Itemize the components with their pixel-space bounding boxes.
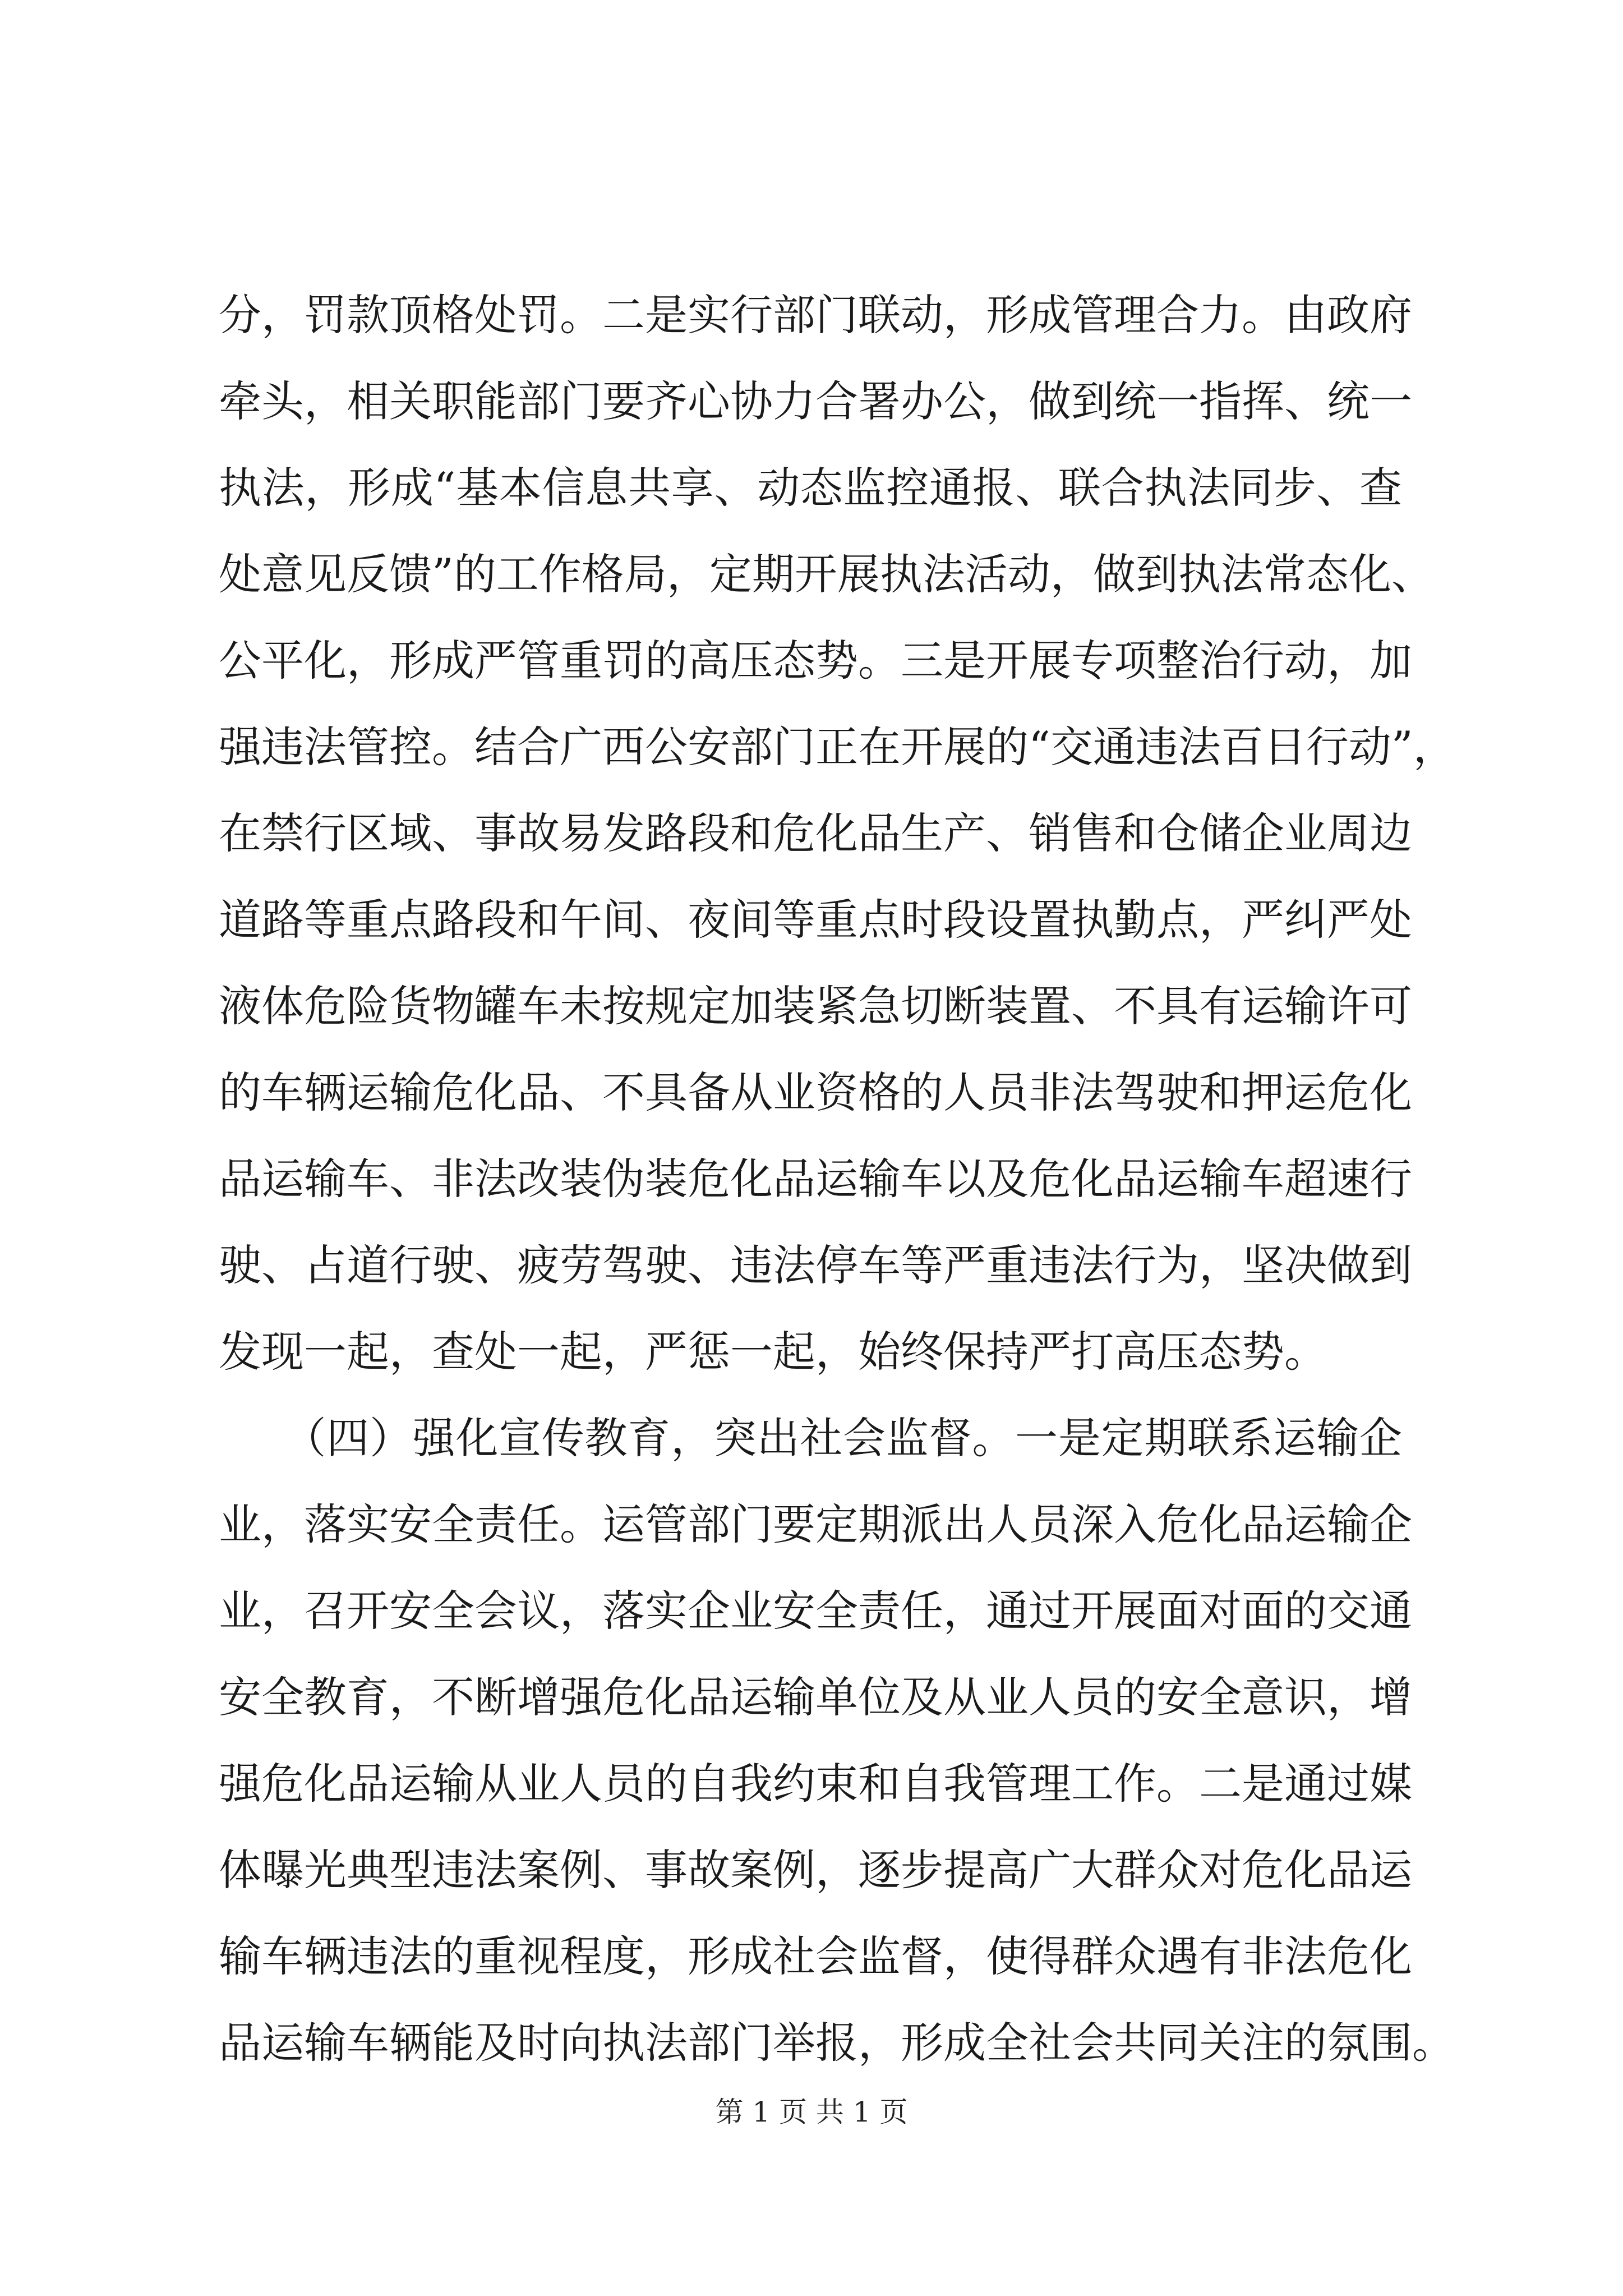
page-footer: 第 1 页 共 1 页: [715, 2096, 908, 2128]
text-line: 的车辆运输危化品、不具备从业资格的人员非法驾驶和押运危化: [219, 1068, 1412, 1117]
text-line: 处意见反馈”的工作格局，定期开展执法活动，做到执法常态化、: [219, 549, 1434, 599]
text-line: 业，召开安全会议，落实企业安全责任，通过开展面对面的交通: [219, 1586, 1412, 1636]
text-line: 驶、占道行驶、疲劳驾驶、违法停车等严重违法行为，坚决做到: [219, 1240, 1412, 1290]
text-line: 业，落实安全责任。运管部门要定期派出人员深入危化品运输企: [219, 1499, 1412, 1549]
text-line: 体曝光典型违法案例、事故案例，逐步提高广大群众对危化品运: [219, 1845, 1412, 1895]
text-line: 执法，形成“基本信息共享、动态监控通报、联合执法同步、查: [219, 463, 1402, 513]
text-line: 品运输车辆能及时向执法部门举报，形成全社会共同关注的氛围。: [219, 2018, 1455, 2068]
text-line: 安全教育，不断增强危化品运输单位及从业人员的安全意识，增: [219, 1672, 1412, 1722]
text-line: 发现一起，查处一起，严惩一起，始终保持严打高压态势。: [219, 1327, 1327, 1377]
text-line: 分，罚款顶格处罚。二是实行部门联动，形成管理合力。由政府: [219, 290, 1412, 340]
text-line: 公平化，形成严管重罚的高压态势。三是开展专项整治行动，加: [219, 636, 1412, 685]
text-line: 在禁行区域、事故易发路段和危化品生产、销售和仓储企业周边: [219, 808, 1412, 858]
text-line: 强危化品运输从业人员的自我约束和自我管理工作。二是通过媒: [219, 1759, 1412, 1809]
text-line: 品运输车、非法改装伪装危化品运输车以及危化品运输车超速行: [219, 1154, 1412, 1204]
text-line: 道路等重点路段和午间、夜间等重点时段设置执勤点，严纠严处: [219, 895, 1412, 945]
text-line: 强违法管控。结合广西公安部门正在开展的“交通违法百日行动”，: [219, 722, 1456, 772]
text-line: （四）强化宣传教育，突出社会监督。一是定期联系运输企: [219, 1413, 1402, 1463]
text-line: 输车辆违法的重视程度，形成社会监督，使得群众遇有非法危化: [219, 1931, 1412, 1981]
text-line: 牵头，相关职能部门要齐心协力合署办公，做到统一指挥、统一: [219, 376, 1412, 426]
text-line: 液体危险货物罐车未按规定加装紧急切断装置、不具有运输许可: [219, 981, 1412, 1031]
body-text: [219, 272, 1456, 2086]
